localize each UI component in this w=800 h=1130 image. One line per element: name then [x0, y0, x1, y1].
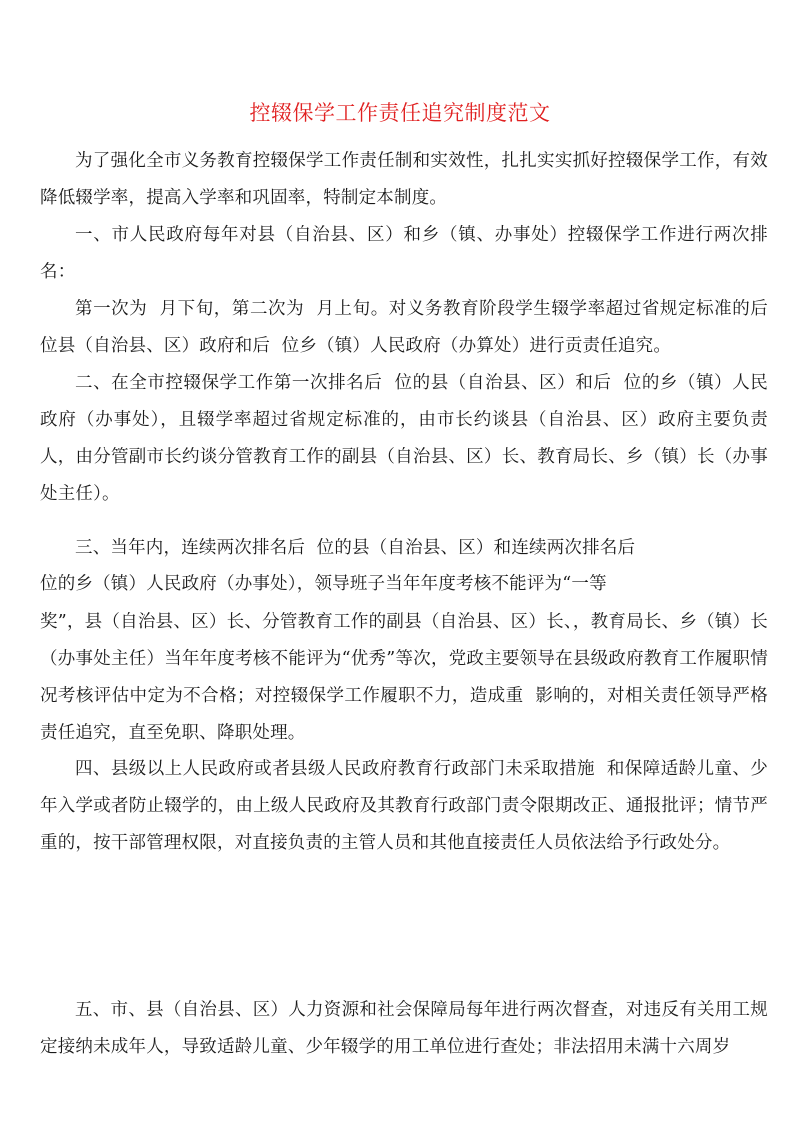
paragraph-2: 二、在全市控辍保学工作第一次排名后 位的县（自治县、区）和后 位的乡（镇）人民政府（办事处），且辍学率超过省规定标准的，由市长约谈县（自治县、区）政府主要负责人，由分管副市长约谈分管教育工作的副县（自治县、区）长、教育局长、乡（镇）长（办事处主任）。 [40, 373, 768, 504]
paragraph-3-rest: 奖”，县（自治县、区）长、分管教育工作的副县（自治县、区）长、，教育局长、乡（镇）长（办事处主任）当年年度考核不能评为“优秀”等次，党政主要领导在县级政府教育工作履职情况考核评估中定为不合格；对控辍保学工作履职不力，造成重 影响的，对相关责任领导严格责任追究，直至免职、降职处理。 [40, 612, 768, 743]
paragraph-intro: 为了强化全市义务教育控辍保学工作责任制和实效性，扎扎实实抓好控辍保学工作，有效降低辍学率，提高入学率和巩固率，特制定本制度。 [40, 151, 768, 208]
paragraph-3-line-2: 位的乡（镇）人民政府（办事处），领导班子当年年度考核不能评为“一等 [40, 574, 607, 594]
paragraph-5: 五、市、县（自治县、区）人力资源和社会保障局每年进行两次督查，对违反有关用工规定接纳未成年人，导致适龄儿童、少年辍学的用工单位进行查处；非法招用未满十六周岁 [40, 1000, 768, 1057]
paragraph-4: 四、县级以上人民政府或者县级人民政府教育行政部门未采取措施 和保障适龄儿童、少年入学或者防止辍学的，由上级人民政府及其教育行政部门责令限期改正、通报批评；情节严重的，按干部管理权限，对直接负责的主管人员和其他直接责任人员依法给予行政处分。 [40, 759, 768, 853]
document-title: 控辍保学工作责任追究制度范文 [249, 101, 551, 125]
paragraph-3-line-1: 三、当年内，连续两次排名后 位的县（自治县、区）和连续两次排名后 [75, 538, 636, 558]
paragraph-1: 一、市人民政府每年对县（自治县、区）和乡（镇、办事处）控辍保学工作进行两次排名： [40, 225, 768, 282]
paragraph-1-detail: 第一次为 月下旬，第二次为 月上旬。对义务教育阶段学生辍学率超过省规定标准的后位县（自治县、区）政府和后 位乡（镇）人民政府（办算处）进行贡责任追究。 [40, 299, 768, 356]
